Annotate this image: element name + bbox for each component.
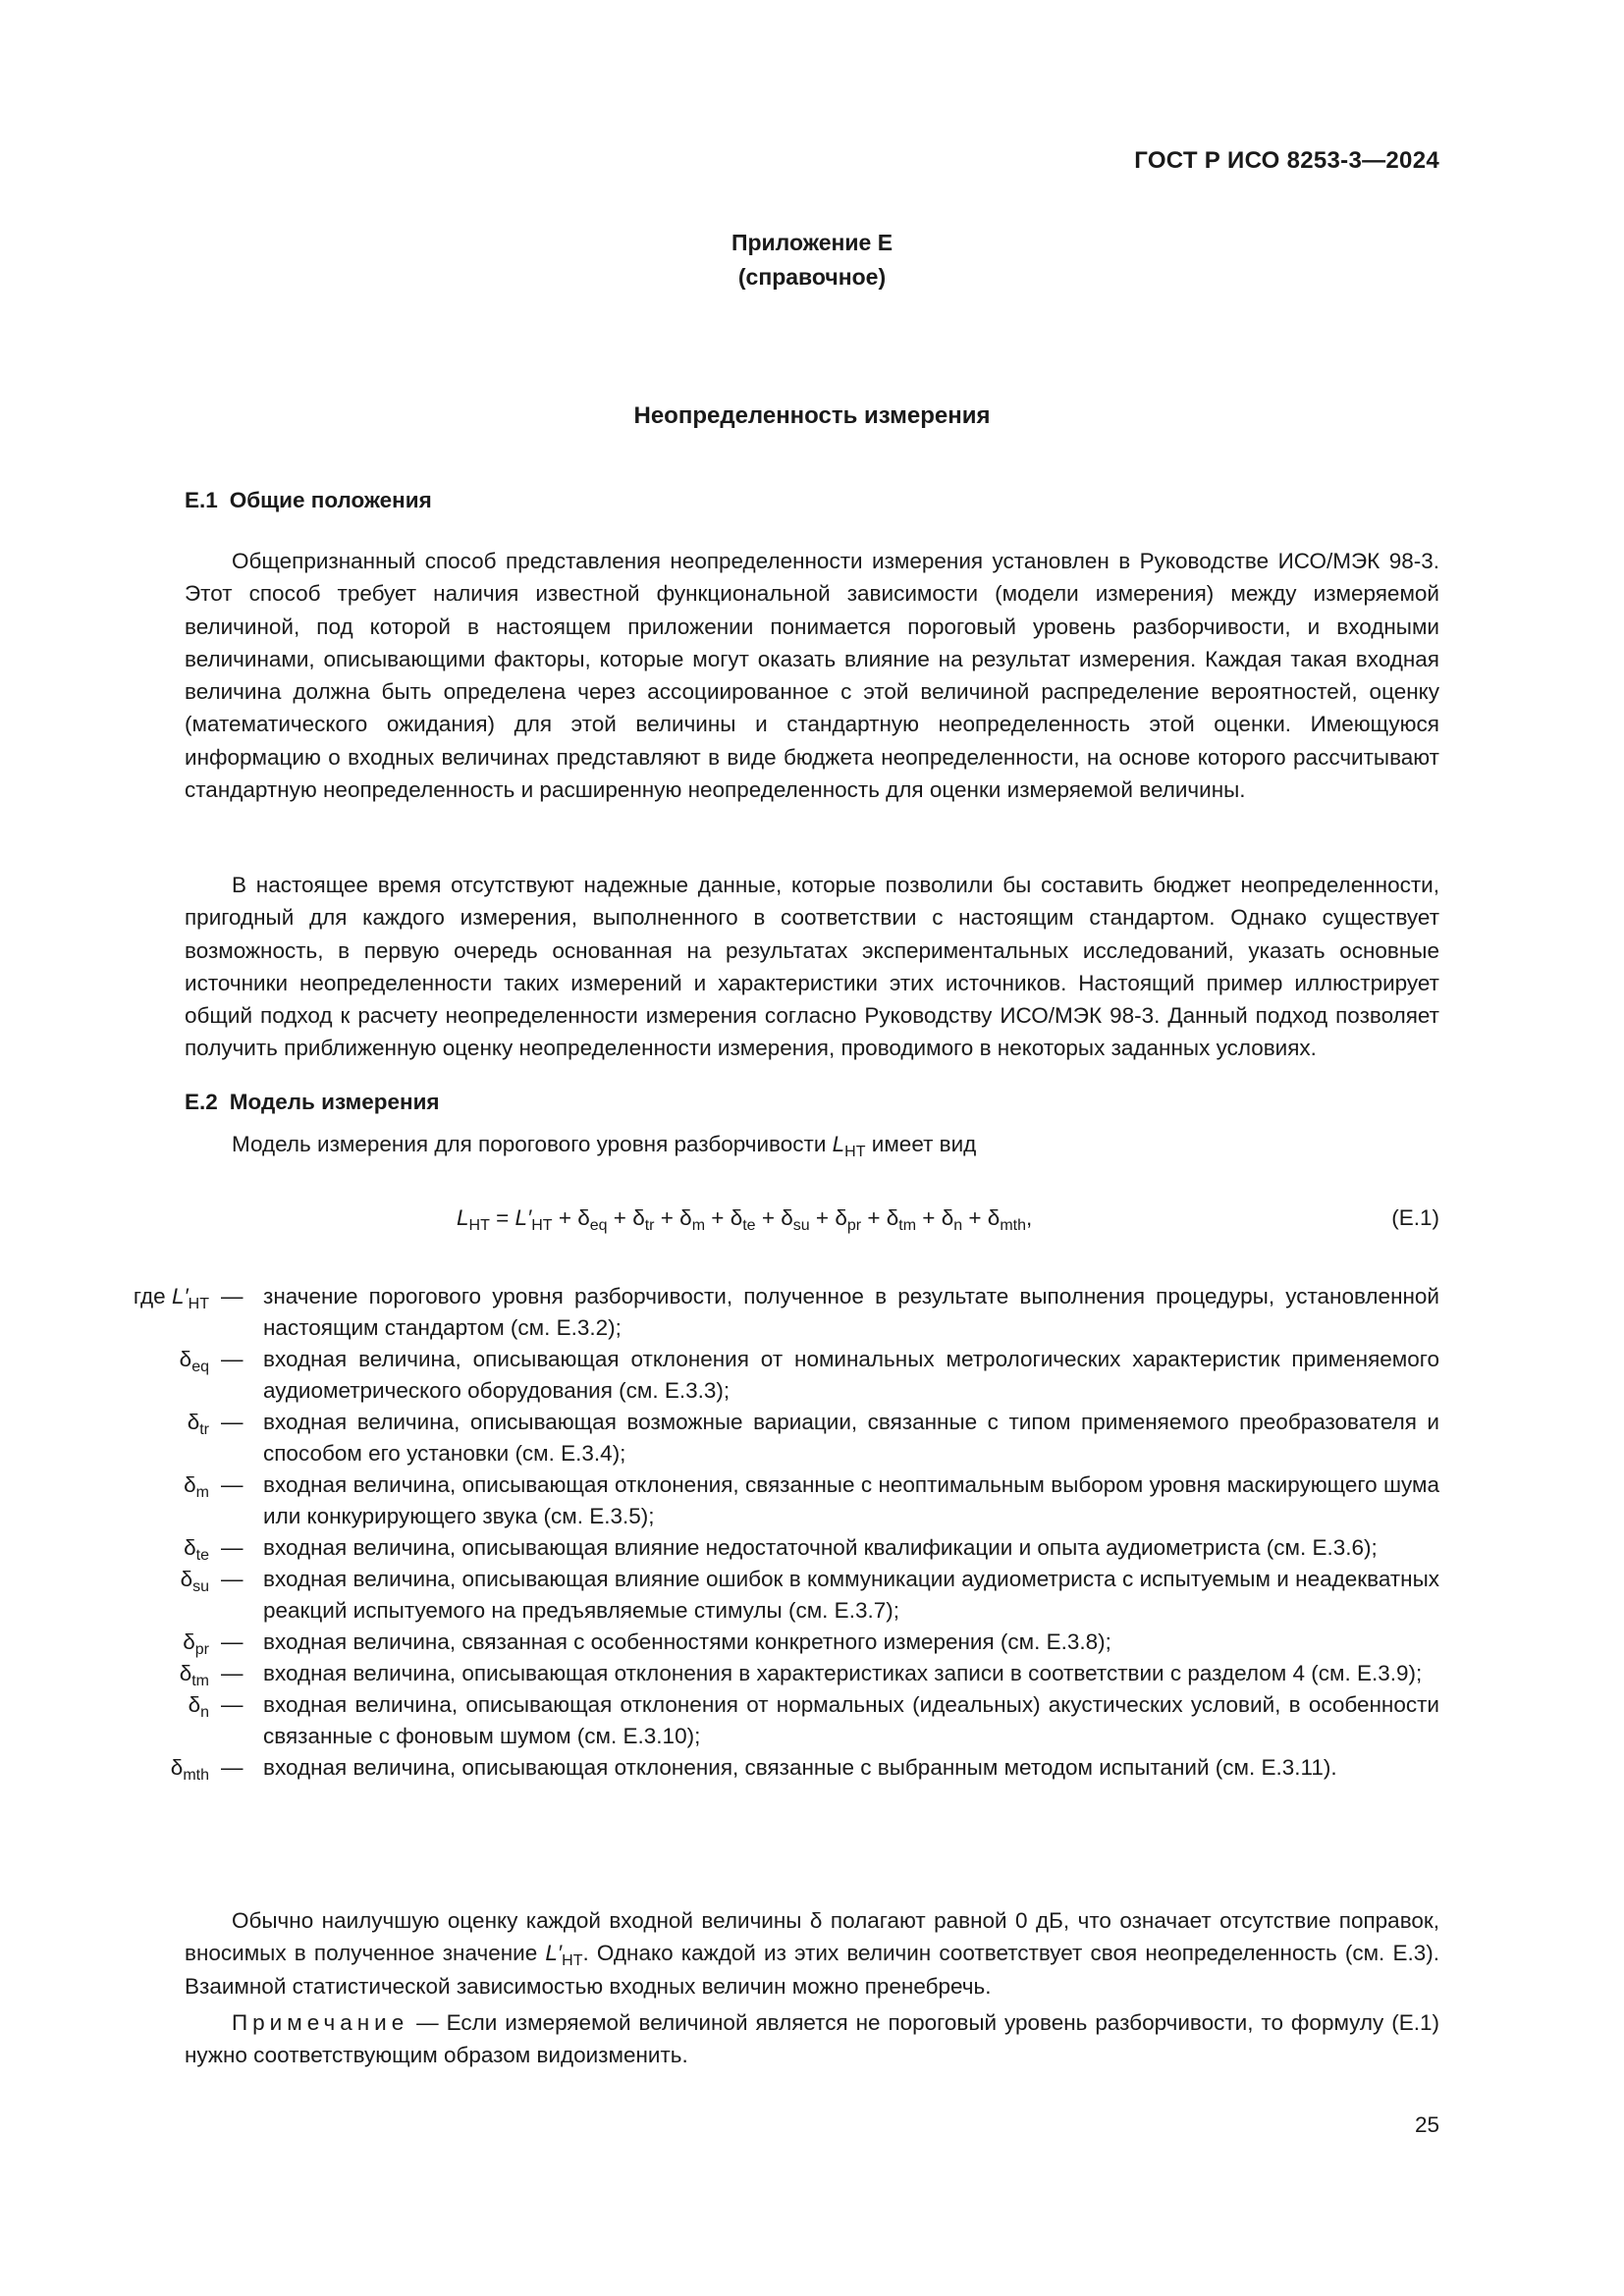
standard-code-header: ГОСТ Р ИСО 8253-3—2024 <box>1134 147 1439 174</box>
equation-plus-sign: + <box>861 1205 887 1230</box>
definition-item <box>0 1532 1624 1564</box>
equation-term-symbol: δ <box>577 1205 590 1230</box>
equation-plus-sign: + <box>962 1205 988 1230</box>
equation-term-symbol: δ <box>987 1205 1001 1230</box>
equation-first-term-subscript: HT <box>531 1217 553 1234</box>
section-e1-paragraph-2 <box>185 869 1439 1065</box>
section-e1-number: Е.1 <box>185 488 218 512</box>
equation-term-subscript: su <box>792 1217 810 1234</box>
section-e2-conclusion <box>185 1904 1439 2002</box>
definition-symbol-char: δ <box>184 1535 196 1560</box>
equation-term-subscript: n <box>953 1217 963 1234</box>
note-label: Примечание <box>232 2010 409 2035</box>
definition-dash: — <box>221 1755 244 1780</box>
definition-item <box>0 1469 1624 1532</box>
intro-subscript: HT <box>844 1144 866 1160</box>
definition-text: входная величина, описывающая возможные вариации, связанные с типом применяемого преобразователя и способом его установки (см. Е.3.4); <box>263 1410 1439 1466</box>
where-word: где <box>133 1284 172 1308</box>
conclusion-symbol: L′ <box>545 1941 563 1966</box>
definition-symbol-char: δ <box>187 1410 200 1434</box>
definition-dash: — <box>221 1347 244 1371</box>
definition-symbol-subscript: n <box>200 1704 209 1721</box>
equation-e1 <box>457 1205 1033 1234</box>
definition-symbol <box>189 1689 209 1721</box>
definition-symbol-char: δ <box>188 1692 201 1717</box>
definition-symbol <box>181 1564 209 1595</box>
definition-symbol-char: δ <box>170 1755 184 1780</box>
definition-text: входная величина, связанная с особенностями конкретного измерения (см. Е.3.8); <box>263 1629 1111 1654</box>
definition-symbol-subscript: te <box>195 1547 209 1564</box>
equation-term-subscript: tm <box>898 1217 917 1234</box>
definition-symbol <box>180 1344 209 1375</box>
definition-item <box>0 1281 1624 1344</box>
definition-symbol-char: L′ <box>171 1284 189 1308</box>
definition-symbol <box>171 1752 209 1784</box>
equation-plus-sign: + <box>755 1205 782 1230</box>
equation-first-term-symbol: L′ <box>514 1205 532 1230</box>
intro-tail: имеет вид <box>871 1132 977 1156</box>
paragraph-text: Общепризнанный способ представления неопределенности измерения установлен в Руководстве ИСО/МЭК 98-3. Этот способ требует наличия известной функциональной зависимости (модели измерения) между измеряемой величиной, под которой в настоящем приложении понимается пороговый уровень разборчивости, и входными величинами, описывающими факторы, которые могут оказать влияние на результат измерения. Каждая такая входная величина должна быть определена через ассоциированное с этой величиной распределение вероятностей, оценку (математического ожидания) для этой величины и стандартную неопределенность этой оценки. Имеющуюся информацию о входных величинах представляют в виде бюджета неопределенности, на основе которого рассчитывают стандартную неопределенность и расширенную неопределенность для оценки измеряемой величины. <box>185 549 1439 803</box>
definition-symbol-subscript: pr <box>194 1641 209 1658</box>
definition-symbol <box>134 1281 209 1312</box>
definition-text: входная величина, описывающая отклонения, связанные с выбранным методом испытаний (см. Е.3.11). <box>263 1755 1337 1780</box>
definition-text: входная величина, описывающая отклонения от номинальных метрологических характеристик применяемого аудиометрического оборудования (см. Е.3.3); <box>263 1347 1439 1403</box>
equation-term-subscript: m <box>691 1217 706 1234</box>
paragraph-text: В настоящее время отсутствуют надежные данные, которые позволили бы составить бюджет неопределенности, пригодный для каждого измерения, выполненного в соответствии с настоящим стандартом. Однако существует возможность, в первую очередь основанная на результатах экспериментальных исследований, указать основные источники неопределенности таких измерений и характеристики этих источников. Настоящий пример иллюстрирует общий подход к расчету неопределенности измерения согласно Руководству ИСО/МЭК 98-3. Данный подход позволяет получить приближенную оценку неопределенности измерения, проводимого в некоторых заданных условиях. <box>185 873 1439 1061</box>
definition-symbol-char: δ <box>184 1472 196 1497</box>
equation-term-symbol: δ <box>781 1205 793 1230</box>
equation-term-subscript: pr <box>846 1217 862 1234</box>
conclusion-text-2: . Однако каждой из этих величин соответствует своя неопределенность (см. Е.3). Взаимной статистической зависимостью входных величин можно пренебречь. <box>185 1941 1439 1999</box>
equation-term-symbol: δ <box>835 1205 847 1230</box>
equation-plus-sign: + <box>654 1205 680 1230</box>
equation-term-subscript: te <box>742 1217 756 1234</box>
equation-term-subscript: eq <box>589 1217 608 1234</box>
equation-term-subscript: mth <box>1000 1217 1026 1234</box>
definition-item <box>0 1658 1624 1689</box>
definition-dash: — <box>221 1472 244 1497</box>
annex-status: (справочное) <box>737 264 887 290</box>
equation-term-symbol: δ <box>886 1205 899 1230</box>
definition-item <box>0 1407 1624 1469</box>
definition-text: входная величина, описывающая отклонения, связанные с неоптимальным выбором уровня маскирующего шума или конкурирующего звука (см. Е.3.5); <box>263 1472 1439 1528</box>
definition-text: входная величина, описывающая влияние недостаточной квалификации и опыта аудиометриста (см. Е.3.6); <box>263 1535 1378 1560</box>
equation-plus-sign: + <box>809 1205 836 1230</box>
page-number: 25 <box>1414 2112 1439 2137</box>
definition-item <box>0 1344 1624 1407</box>
definition-symbol <box>188 1407 209 1438</box>
equation-term-subscript: tr <box>644 1217 655 1234</box>
definition-symbol-subscript: HT <box>188 1296 209 1312</box>
intro-symbol: L <box>832 1132 845 1156</box>
definition-symbol-subscript: m <box>195 1484 209 1501</box>
definition-symbol-subscript: su <box>192 1578 209 1595</box>
intro-text: Модель измерения для порогового уровня разборчивости <box>232 1132 827 1156</box>
section-e1-title: Общие положения <box>229 488 432 512</box>
definition-symbol-char: δ <box>183 1629 195 1654</box>
conclusion-subscript: HT <box>562 1952 583 1970</box>
equation-plus-sign: + <box>607 1205 633 1230</box>
definition-symbol <box>180 1658 209 1689</box>
definition-symbol <box>184 1532 209 1564</box>
definition-dash: — <box>221 1629 244 1654</box>
definition-symbol-char: δ <box>180 1567 193 1591</box>
annex-title: Приложение Е <box>731 230 893 255</box>
definition-symbol-char: δ <box>179 1661 192 1685</box>
definition-dash: — <box>221 1567 244 1591</box>
definition-dash: — <box>221 1284 244 1308</box>
definition-symbol-subscript: mth <box>183 1767 209 1784</box>
definition-item <box>0 1564 1624 1627</box>
equation-plus-sign: + <box>705 1205 731 1230</box>
annex-heading <box>0 226 1624 294</box>
note <box>185 2006 1439 2072</box>
conclusion-paragraph <box>185 1904 1439 2002</box>
equation-term-symbol: δ <box>941 1205 954 1230</box>
equation-trailing-comma: , <box>1026 1205 1033 1230</box>
equation-plus-sign: + <box>916 1205 942 1230</box>
equation-term-symbol: δ <box>679 1205 692 1230</box>
definition-text: входная величина, описывающая отклонения в характеристиках записи в соответствии с разделом 4 (см. Е.3.9); <box>263 1661 1423 1685</box>
equation-plus-sign: + <box>552 1205 578 1230</box>
section-e1-heading <box>185 488 432 513</box>
definition-symbol-subscript: tm <box>191 1673 209 1689</box>
annex-main-title: Неопределенность измерения <box>633 402 991 429</box>
definition-item <box>0 1752 1624 1784</box>
definition-symbol <box>183 1627 209 1658</box>
section-e2-number: Е.2 <box>185 1090 218 1114</box>
equation-equals-sign: = <box>489 1205 515 1230</box>
definition-symbol-subscript: eq <box>191 1359 209 1375</box>
definitions-list <box>0 1281 1624 1784</box>
equation-lhs-symbol: L <box>457 1205 469 1230</box>
definition-dash: — <box>221 1692 244 1717</box>
definition-dash: — <box>221 1661 244 1685</box>
definition-text: входная величина, описывающая отклонения от нормальных (идеальных) акустических условий, в особенности связанные с фоновым шумом (см. Е.3.10); <box>263 1692 1439 1748</box>
equation-number: (Е.1) <box>1391 1205 1439 1230</box>
definition-symbol-char: δ <box>179 1347 192 1371</box>
note-text: — Если измеряемой величиной является не пороговый уровень разборчивости, то формулу (Е.1) нужно соответствующим образом видоизменить. <box>185 2010 1439 2068</box>
definition-symbol <box>184 1469 209 1501</box>
definition-text: значение порогового уровня разборчивости, полученное в результате выполнения процедуры, установленной настоящим стандартом (см. Е.3.2); <box>263 1284 1439 1340</box>
model-intro <box>232 1132 977 1160</box>
definition-text: входная величина, описывающая влияние ошибок в коммуникации аудиометриста с испытуемым и неадекватных реакций испытуемого на предъявляемые стимулы (см. Е.3.7); <box>263 1567 1439 1623</box>
note-paragraph <box>185 2006 1439 2072</box>
definition-item <box>0 1689 1624 1752</box>
equation-term-symbol: δ <box>730 1205 743 1230</box>
definition-dash: — <box>221 1410 244 1434</box>
section-e1-paragraph-1 <box>185 545 1439 806</box>
equation-lhs-subscript: HT <box>468 1217 490 1234</box>
definition-symbol-subscript: tr <box>199 1421 209 1438</box>
section-e2-title: Модель измерения <box>229 1090 440 1114</box>
equation-term-symbol: δ <box>632 1205 645 1230</box>
definition-dash: — <box>221 1535 244 1560</box>
section-e2-heading <box>185 1090 440 1115</box>
definition-item <box>0 1627 1624 1658</box>
conclusion-text-1: Обычно наилучшую оценку каждой входной величины δ полагают равной 0 дБ, что означает отсутствие поправок, вносимых в полученное значение <box>185 1908 1439 1966</box>
